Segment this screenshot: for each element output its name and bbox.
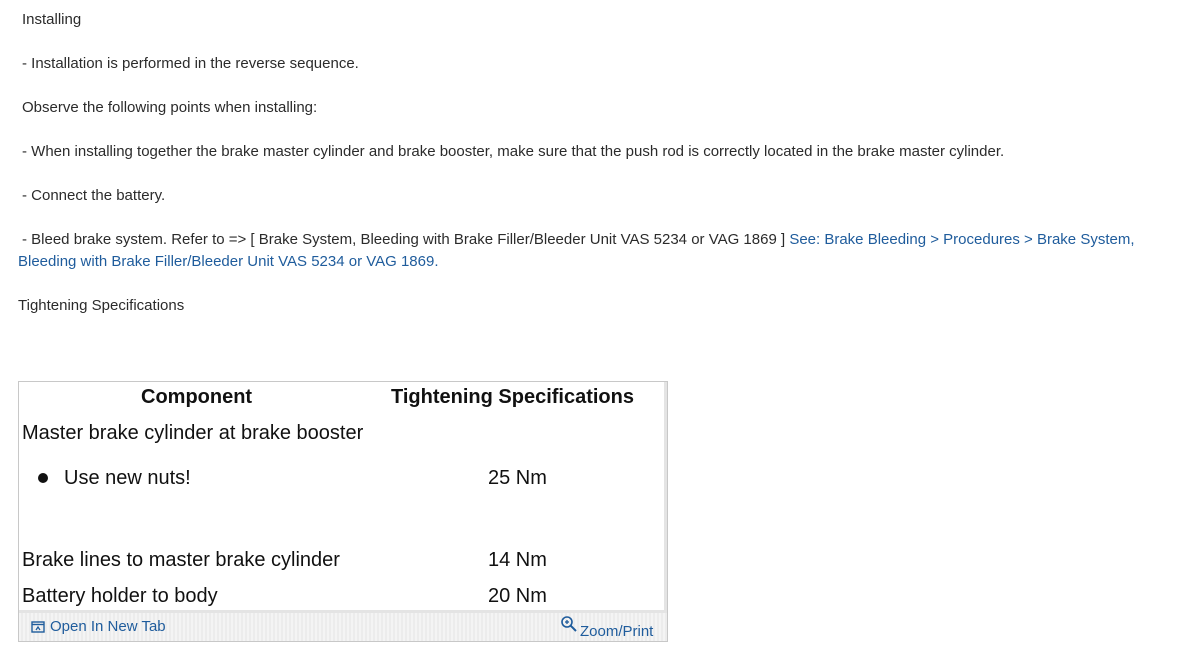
table-row-component: Use new nuts! [64,467,191,489]
tightening-spec-table-figure [18,381,668,642]
open-in-new-tab-label: Open In New Tab [50,618,166,635]
figure-footer [19,613,667,641]
spec-table [19,382,667,613]
section-heading-installing: Installing [22,11,82,28]
table-row-component: Brake lines to master brake cylinder [22,549,340,571]
table-row-component: Battery holder to body [22,585,218,607]
bullet-icon [38,473,48,483]
open-in-new-tab-button[interactable] [31,618,166,636]
step-connect-battery: - Connect the battery. [22,187,166,204]
table-row-spec: 14 Nm [488,549,547,571]
table-row-spec: 20 Nm [488,585,547,607]
table-row-spec: 25 Nm [488,467,547,489]
zoom-print-button[interactable] [560,615,653,638]
tightening-specifications-heading: Tightening Specifications [18,297,185,314]
column-header-component: Component [141,386,253,408]
zoom-print-label: Zoom/Print [580,623,654,640]
brake-bleeding-link[interactable]: See: Brake Bleeding > Procedures > Brake System, Bleeding with Brake Filler/Bleeder Unit VAS 5234 or VAG 1869. [18,231,1135,270]
step-push-rod: - When installing together the brake master cylinder and brake booster, make sure that the push rod is correctly located in the brake master cylinder. [22,143,1005,160]
observe-points-text: Observe the following points when installing: [22,99,318,116]
step-bleed-brake-system [18,229,1183,273]
table-row-component: Master brake cylinder at brake booster [22,422,364,444]
bleed-instruction-text: - Bleed brake system. Refer to => [ Brake System, Bleeding with Brake Filler/Bleeder Unit VAS 5234 or VAG 1869 ] [22,231,790,248]
column-header-spec: Tightening Specifications [391,386,634,408]
open-in-new-tab-icon [31,621,45,633]
step-reverse-sequence: - Installation is performed in the reverse sequence. [22,55,359,72]
magnifier-icon [560,615,578,633]
